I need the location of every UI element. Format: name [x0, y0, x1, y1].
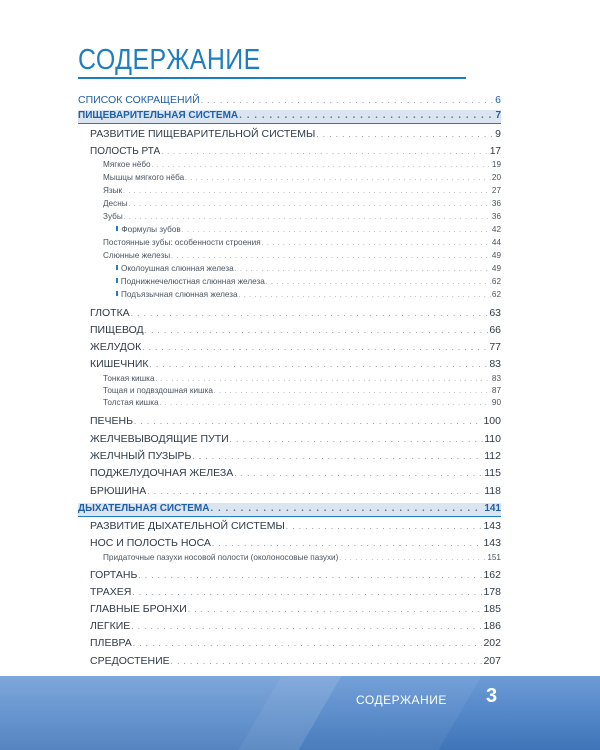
- toc-entry[interactable]: Десны . . . 36: [103, 199, 501, 208]
- title-underline: [78, 77, 466, 79]
- toc-entry[interactable]: ЛЕГКИЕ . . . 186: [90, 620, 501, 632]
- toc-entry[interactable]: РАЗВИТИЕ ПИЩЕВАРИТЕЛЬНОЙ СИСТЕМЫ . . . 9: [90, 128, 501, 140]
- square-bullet-icon: [116, 291, 118, 296]
- section-rule: [78, 123, 501, 124]
- toc-entry[interactable]: Слюнные железы . . . 49: [103, 251, 501, 260]
- toc-entry[interactable]: ГЛАВНЫЕ БРОНХИ . . . 185: [90, 603, 501, 615]
- toc-entry[interactable]: ПОДЖЕЛУДОЧНАЯ ЖЕЛЕЗА . . . 115: [90, 467, 501, 479]
- toc-entry[interactable]: НОС И ПОЛОСТЬ НОСА . . . 143: [90, 537, 501, 549]
- toc-entry[interactable]: ПОЛОСТЬ РТА . . . 17: [90, 146, 501, 157]
- toc-entry[interactable]: Язык . . . 27: [103, 186, 501, 195]
- page-title: СОДЕРЖАНИЕ: [78, 44, 261, 76]
- toc-entry[interactable]: Толстая кишка . . . 90: [103, 398, 501, 407]
- toc-entry[interactable]: ПЛЕВРА . . . 202: [90, 637, 501, 649]
- toc-entry[interactable]: Придаточные пазухи носовой полости (околоносовые пазухи) . . . 151: [103, 553, 501, 562]
- toc-entry[interactable]: ЖЕЛЧЕВЫВОДЯЩИЕ ПУТИ . . . 110: [90, 433, 501, 445]
- square-bullet-icon: [116, 226, 118, 231]
- section-rule: [78, 516, 501, 517]
- footer-section-label: СОДЕРЖАНИЕ: [356, 693, 447, 707]
- toc-entry[interactable]: ГЛОТКА . . . 63: [90, 307, 501, 319]
- toc-entry[interactable]: СПИСОК СОКРАЩЕНИЙ . . . 6: [78, 94, 501, 106]
- toc-entry[interactable]: Формулы зубов . . . 42: [116, 225, 501, 234]
- toc-entry[interactable]: РАЗВИТИЕ ДЫХАТЕЛЬНОЙ СИСТЕМЫ . . . 143: [90, 520, 501, 532]
- toc-entry[interactable]: Поднижнечелюстная слюнная железа . . . 62: [116, 277, 501, 286]
- toc-entry[interactable]: Мягкое нёбо . . . 19: [103, 160, 501, 169]
- toc-entry[interactable]: Зубы . . . 36: [103, 212, 501, 221]
- toc-entry[interactable]: Постоянные зубы: особенности строения . . . 44: [103, 238, 501, 247]
- toc-entry[interactable]: КИШЕЧНИК . . . 83: [90, 358, 501, 370]
- toc-entry[interactable]: ЖЕЛУДОК . . . 77: [90, 341, 501, 353]
- toc-entry[interactable]: ГОРТАНЬ . . . 162: [90, 569, 501, 581]
- footer-page-number: 3: [486, 685, 498, 707]
- section-header-respiratory[interactable]: ДЫХАТЕЛЬНАЯ СИСТЕМА . . . 141: [78, 503, 501, 516]
- toc-entry[interactable]: ЖЕЛЧНЫЙ ПУЗЫРЬ . . . 112: [90, 450, 501, 462]
- toc-entry[interactable]: Тонкая кишка . . . 83: [103, 374, 501, 383]
- footer-decoration: [239, 676, 482, 750]
- square-bullet-icon: [116, 278, 118, 283]
- section-header-digestive[interactable]: ПИЩЕВАРИТЕЛЬНАЯ СИСТЕМА . . . 7: [78, 110, 501, 123]
- toc-entry[interactable]: БРЮШИНА . . . 118: [90, 485, 501, 497]
- toc-entry[interactable]: ТРАХЕЯ . . . 178: [90, 586, 501, 598]
- toc-entry[interactable]: Мышцы мягкого нёба . . . 20: [103, 173, 501, 182]
- toc-entry[interactable]: Околоушная слюнная железа . . . 49: [116, 264, 501, 273]
- toc-entry[interactable]: ПИЩЕВОД . . . 66: [90, 324, 501, 336]
- toc-entry[interactable]: СРЕДОСТЕНИЕ . . . 207: [90, 655, 501, 667]
- square-bullet-icon: [116, 265, 118, 270]
- toc-entry[interactable]: Подъязычная слюнная железа . . . 62: [116, 290, 501, 299]
- toc-entry[interactable]: Тощая и подвздошная кишка . . . 87: [103, 386, 501, 395]
- toc-entry[interactable]: ПЕЧЕНЬ . . . 100: [90, 415, 501, 427]
- page-footer: [0, 676, 600, 750]
